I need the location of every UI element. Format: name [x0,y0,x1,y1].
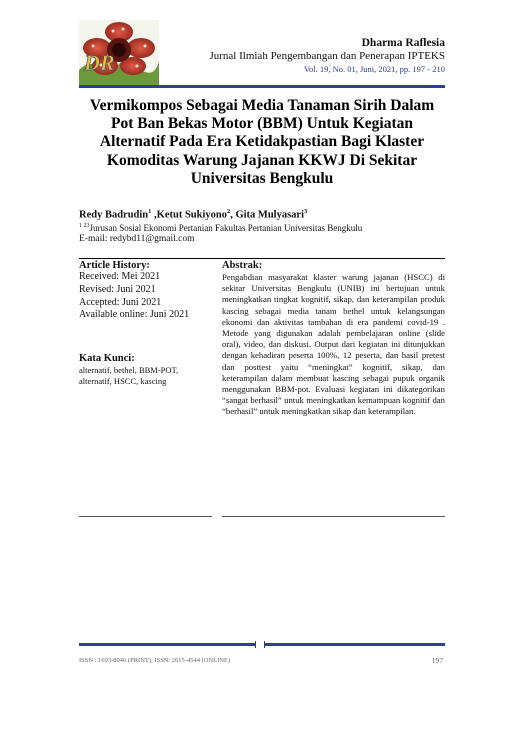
author-sup: 3 [304,208,308,215]
abstract-column [222,260,445,418]
journal-name: Dharma Raflesia [361,37,445,49]
article-info-column [79,260,212,387]
page-number: 197 [431,656,443,665]
author-name: Redy Badrudin [79,209,149,221]
logo-text: DR [84,50,115,75]
volume-info: Vol. 19, No. 01, Juni, 2021, pp. 197 - 210 [303,64,445,74]
history-heading: Article History: [79,260,150,271]
history-received: Received: Mei 2021 [79,271,161,282]
author-name: ,Ketut Sukiyono [151,209,227,221]
history-revised: Revised: Juni 2021 [79,283,156,295]
journal-subtitle: Jurnal Ilmiah Pengembangan dan Penerapan IPTEKS [209,50,445,62]
affiliation-text: Jurusan Sosial Ekonomi Pertanian Fakultas Pertanian Universitas Bengkulu [89,223,363,233]
author-email: E-mail: redybd11@gmail.com [79,234,195,244]
abstract-bottom-rule [222,516,445,517]
keywords-text: alternatif, bethel, BBM-POT, alternatif, HSCC, kascing [79,365,179,387]
footer-issn: ISSN : 1693-8046 (PRINT), ISSN: 2615-4544 (ONLINE) [79,657,231,664]
author-name: , Gita Mulyasari [230,209,305,221]
header-rule [79,85,445,88]
abstract-text: Pengabdian masyarakat klaster warung jajanan (HSCC) di sekitar Universitas Bengkulu (UNIB) ini bertujuan untuk meningkatkan tingkat kognitif, sikap, dan keterampilan produk kascing sebagai media tanam bethel untuk kelangsungan ekonomi dan aktivitas tambahan di era pandemi covid-19 . Metode yang digunakan adalah pembelajaran online (slide oral), video, dan diskusi. Output dari kegiatan ini ditunjukkan dengan kehadiran peserta 100%, 12 peserta, dan hasil pretest dan posttest yaitu “meningkat” kognitif, sikap, dan keterampilan dalam membuat kascing sebagai pupuk organik menggunakan BBM-pot. Evaluasi kegiatan ini dikategorikan “sangat berhasil” untuk meningkatkan kemampuan kognitif dan “berhasil” untuk meningkatkan sikap dan keterampilan. [222,272,445,417]
footer-mark [255,641,265,648]
article-title: Vermikompos Sebagai Media Tanaman Sirih Dalam Pot Ban Bekas Motor (BBM) Untuk Kegiatan Alternatif Pada Era Ketidakpastian Bagi Klaster Komoditas Warung Jajanan KKWJ Di Sekitar Universitas Bengkulu [89,97,435,187]
author-sup: 1 [148,208,152,215]
keywords-heading: Kata Kunci: [79,353,135,365]
journal-logo [79,20,159,86]
info-box-top-rule [79,258,445,259]
author-sup: 2 [226,208,231,215]
info-box-bottom-rule [79,516,212,517]
journal-header [209,37,445,74]
history-accepted: Accepted: Juni 2021 [79,296,162,308]
affiliation-sup: 1 23 [79,223,90,229]
abstract-heading: Abstrak: [222,260,263,271]
affiliation [79,223,362,233]
history-available: Available online: Juni 2021 [79,309,190,321]
author-line [79,208,307,221]
